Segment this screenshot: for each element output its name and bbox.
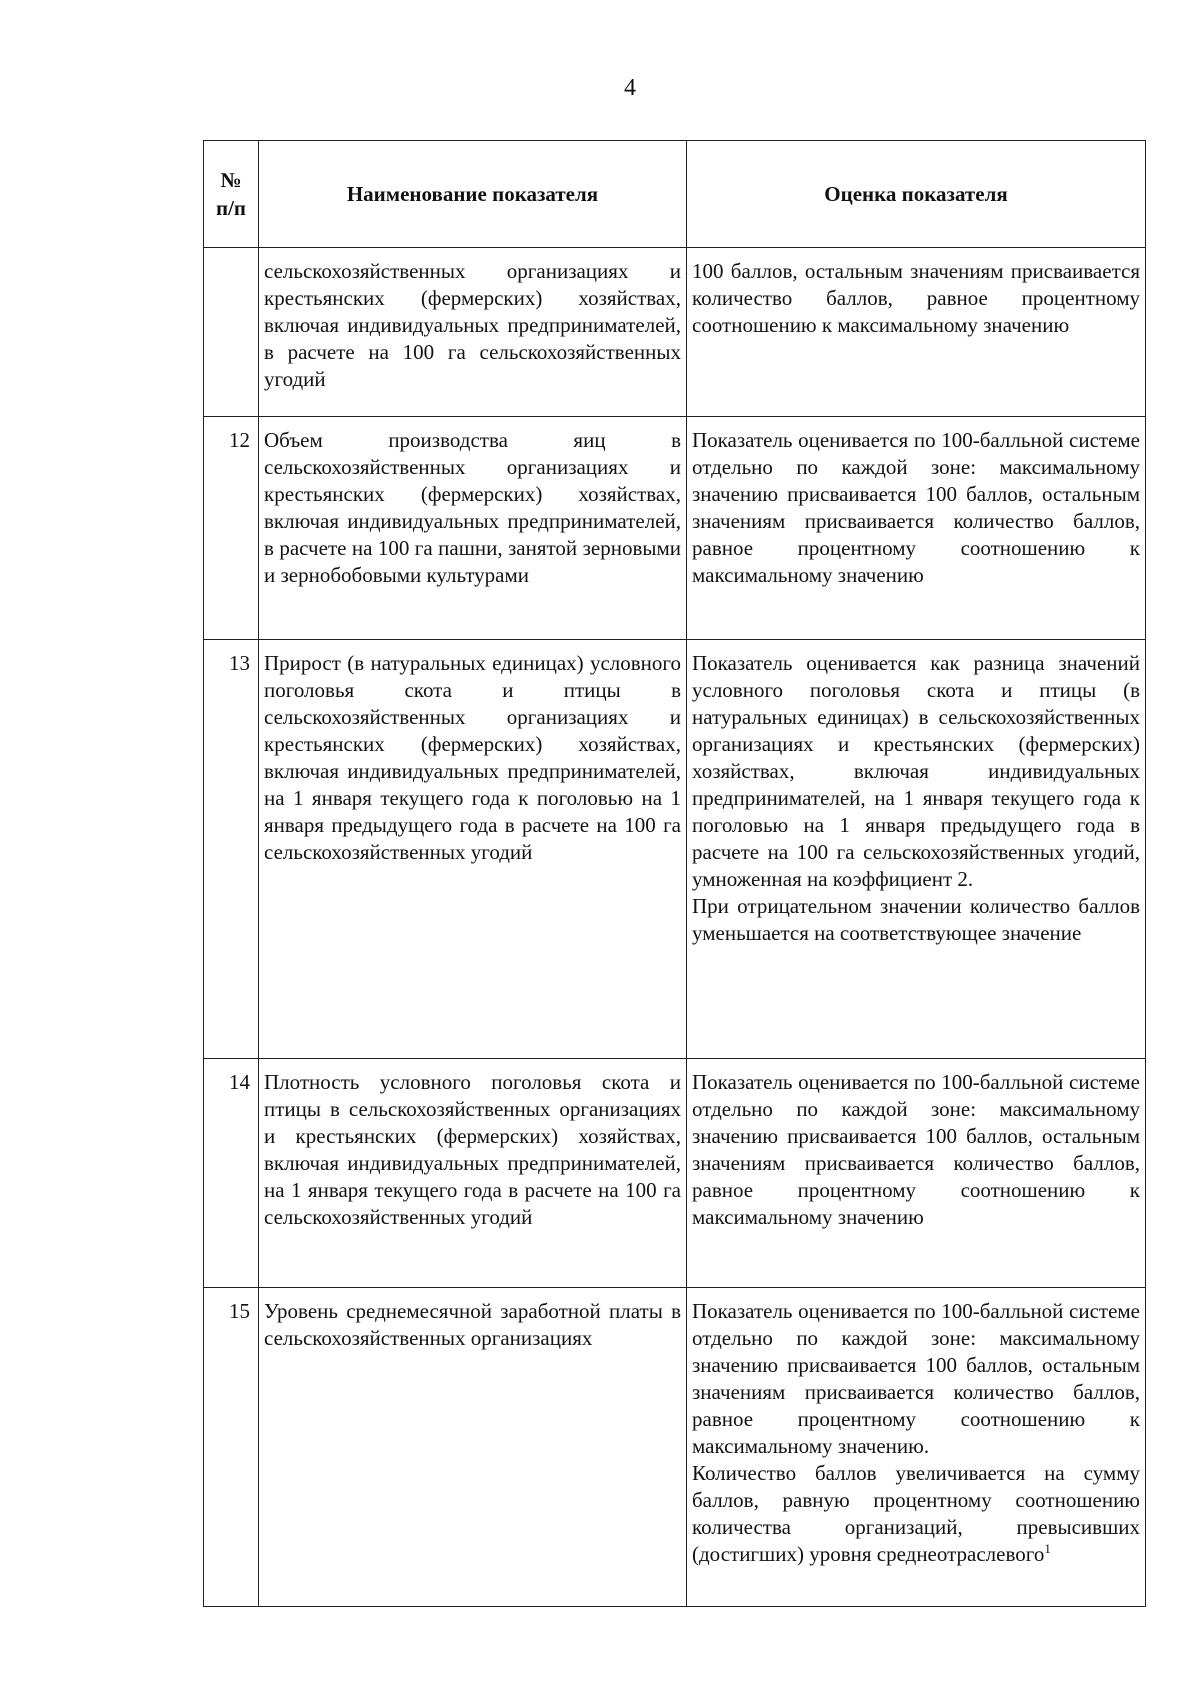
row-num: 12 xyxy=(204,417,259,640)
evaluation-paragraph: Показатель оценивается как разница значений условного поголовья скота и птицы (в натуральных единицах) в сельскохозяйственных организациях и крестьянских (фермерских) хозяйствах, включая индивидуальных предпринимателей, на 1 января текущего года к поголовью на 1 января предыдущего года в расчете на 100 га сельскохозяйственных угодий, умноженная на коэффициент 2. xyxy=(692,651,1140,891)
table-row xyxy=(204,248,1146,417)
row-evaluation xyxy=(687,640,1146,1059)
row-evaluation xyxy=(687,1288,1146,1607)
row-name: Плотность условного поголовья скота и птицы в сельскохозяйственных организациях и крестьянских (фермерских) хозяйствах, включая индивидуальных предпринимателей, на 1 января текущего года в расчете на 100 га сельскохозяйственных угодий xyxy=(259,1059,687,1288)
evaluation-paragraph: Показатель оценивается по 100-балльной системе отдельно по каждой зоне: максимальному значению присваивается 100 баллов, остальным значениям присваивается количество баллов, равное процентному соотношению к максимальному значению xyxy=(692,428,1140,587)
row-num: 15 xyxy=(204,1288,259,1607)
row-name: Прирост (в натуральных единицах) условного поголовья скота и птицы в сельскохозяйственных организациях и крестьянских (фермерских) хозяйствах, включая индивидуальных предпринимателей, на 1 января текущего года к поголовью на 1 января предыдущего года в расчете на 100 га сельскохозяйственных угодий xyxy=(259,640,687,1059)
row-evaluation xyxy=(687,417,1146,640)
evaluation-text: Количество баллов увеличивается на сумму баллов, равную процентному соотношению количества организаций, превысивших (достигших) уровня среднеотраслевого xyxy=(692,1461,1140,1566)
evaluation-paragraph: Показатель оценивается по 100-балльной системе отдельно по каждой зоне: максимальному значению присваивается 100 баллов, остальным значениям присваивается количество баллов, равное процентному соотношению к максимальному значению. xyxy=(692,1299,1140,1458)
row-evaluation xyxy=(687,1059,1146,1288)
row-evaluation xyxy=(687,248,1146,417)
row-name: Уровень среднемесячной заработной платы в сельскохозяйственных организациях xyxy=(259,1288,687,1607)
header-num: № п/п xyxy=(204,141,259,248)
table-header-row xyxy=(204,141,1146,248)
page-number: 4 xyxy=(624,75,636,101)
header-evaluation: Оценка показателя xyxy=(687,141,1146,248)
footnote-mark: 1 xyxy=(1044,1541,1051,1556)
row-num: 14 xyxy=(204,1059,259,1288)
evaluation-paragraph xyxy=(692,1460,1140,1568)
evaluation-paragraph: 100 баллов, остальным значениям присваивается количество баллов, равное процентному соотношению к максимальному значению xyxy=(692,259,1140,337)
indicators-table xyxy=(203,140,1146,1607)
row-num: 13 xyxy=(204,640,259,1059)
table-row xyxy=(204,1059,1146,1288)
header-name: Наименование показателя xyxy=(259,141,687,248)
row-name: сельскохозяйственных организациях и крестьянских (фермерских) хозяйствах, включая индивидуальных предпринимателей, в расчете на 100 га сельскохозяйственных угодий xyxy=(259,248,687,417)
table-row xyxy=(204,417,1146,640)
table-row xyxy=(204,1288,1146,1607)
row-name: Объем производства яиц в сельскохозяйственных организациях и крестьянских (фермерских) хозяйствах, включая индивидуальных предпринимателей, в расчете на 100 га пашни, занятой зерновыми и зернобобовыми культурами xyxy=(259,417,687,640)
row-num xyxy=(204,248,259,417)
table-row xyxy=(204,640,1146,1059)
evaluation-paragraph: Показатель оценивается по 100-балльной системе отдельно по каждой зоне: максимальному значению присваивается 100 баллов, остальным значениям присваивается количество баллов, равное процентному соотношению к максимальному значению xyxy=(692,1070,1140,1229)
evaluation-paragraph: При отрицательном значении количество баллов уменьшается на соответствующее значение xyxy=(692,894,1140,945)
